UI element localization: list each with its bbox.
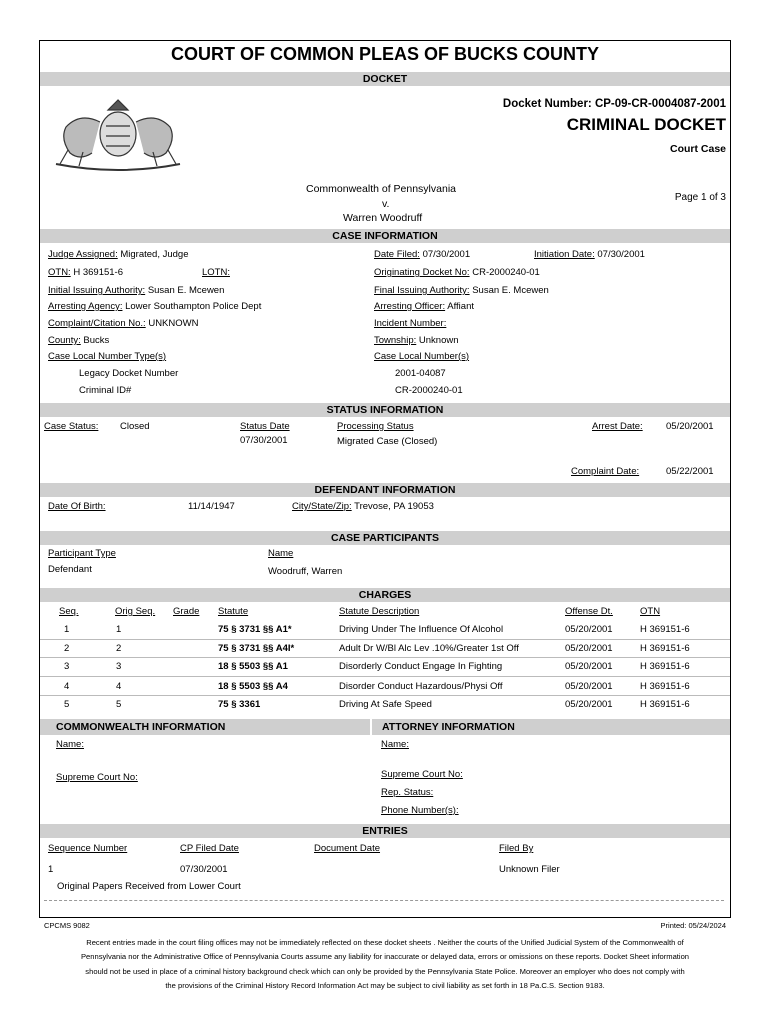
participant-type-label: Participant Type: [48, 548, 116, 559]
complaint-label: Complaint/Citation No.:: [48, 318, 146, 329]
date-filed-value: 07/30/2001: [422, 249, 471, 260]
lotn-label: LOTN:: [202, 267, 230, 278]
date-filed-label: Date Filed:: [374, 249, 420, 260]
row-divider: [40, 676, 730, 677]
disclaimer-note: Recent entries made in the court filing offices may not be immediately reflected on these docket sheets . Neither the courts of the Unified Judicial System of the Commonwealth of Pennsylvania nor the Administrative Office of Pennsylvania Courts assume any liability for inaccurate or delayed data, errors or omissions on these reports. Docket Sheet information should not be used in place of a criminal history background check which can only be provided by the Pennsylvania State Police. Moreover an employer who does not comply with the provisions of the Criminal History Record Information Act may be subject to civil liability as set forth in 18 Pa.C.S. Section 9183.: [80, 938, 690, 991]
entry-seq-label: Sequence Number: [48, 843, 128, 854]
charge-orig-seq: 2: [116, 643, 122, 654]
charge-date: 05/20/2001: [565, 624, 613, 635]
orig-docket-label: Originating Docket No:: [374, 267, 470, 278]
otn-label: OTN:: [48, 267, 71, 278]
status-info-bar: STATUS INFORMATION: [40, 403, 730, 417]
case-status-label: Case Status:: [44, 421, 99, 432]
row-divider: [40, 695, 730, 696]
arrest-date-label: Arrest Date:: [592, 421, 643, 432]
participant-name-label: Name: [268, 548, 294, 559]
case-kind: Court Case: [669, 143, 726, 155]
charge-header-grade: Grade: [173, 606, 200, 617]
entry-description: Original Papers Received from Lower Court: [57, 881, 241, 892]
commonwealth-name-label: Name:: [56, 739, 84, 750]
caption-line1: Commonwealth of Pennsylvania: [306, 183, 456, 195]
local-type2: Criminal ID#: [79, 385, 132, 396]
charge-header-seq: Seq.: [59, 606, 79, 617]
initial-auth-value: Susan E. Mcewen: [147, 285, 225, 296]
form-id: CPCMS 9082: [44, 921, 90, 930]
pennsylvania-seal-icon: [48, 92, 188, 172]
charge-date: 05/20/2001: [565, 699, 613, 710]
page-indicator: Page 1 of 3: [674, 192, 726, 203]
case-status-value: Closed: [120, 421, 150, 432]
charge-statute: 18 § 5503 §§ A4: [218, 681, 288, 692]
charge-date: 05/20/2001: [565, 643, 613, 654]
dob-value: 11/14/1947: [188, 501, 235, 512]
attorney-info-bar: ATTORNEY INFORMATION: [372, 719, 730, 735]
commonwealth-supreme-label: Supreme Court No:: [56, 772, 138, 783]
charge-header-otn: OTN: [640, 606, 661, 617]
dob-label: Date Of Birth:: [48, 501, 106, 512]
judge-value: Migrated, Judge: [120, 249, 189, 260]
otn-value: H 369151-6: [73, 267, 123, 278]
arresting-officer-label: Arresting Officer:: [374, 301, 446, 312]
arresting-agency-label: Arresting Agency:: [48, 301, 123, 312]
charge-desc: Driving Under The Influence Of Alcohol: [339, 624, 504, 635]
arrest-date-value: 05/20/2001: [666, 421, 714, 432]
charge-statute: 75 § 3731 §§ A4I*: [218, 643, 295, 654]
attorney-phone-label: Phone Number(s):: [381, 805, 459, 816]
entry-cp-label: CP Filed Date: [180, 843, 239, 854]
docket-number: Docket Number: CP-09-CR-0004087-2001: [502, 98, 726, 110]
charge-statute: 75 § 3731 §§ A1*: [218, 624, 292, 635]
charge-desc: Disorderly Conduct Engage In Fighting: [339, 661, 503, 672]
local-types-label: Case Local Number Type(s): [48, 351, 167, 362]
judge-label: Judge Assigned:: [48, 249, 118, 260]
processing-label: Processing Status: [337, 421, 414, 432]
entry-seq-value: 1: [48, 864, 54, 875]
charges-bar: CHARGES: [40, 588, 730, 602]
local-type1: Legacy Docket Number: [79, 368, 179, 379]
complaint-value: UNKNOWN: [148, 318, 199, 329]
county-label: County:: [48, 335, 81, 346]
status-date-label: Status Date: [240, 421, 290, 432]
arresting-officer-value: Affiant: [447, 301, 474, 312]
charge-header-desc: Statute Description: [339, 606, 420, 617]
attorney-name-label: Name:: [381, 739, 409, 750]
docket-type: CRIMINAL DOCKET: [566, 115, 726, 134]
initiation-label: Initiation Date:: [534, 249, 595, 260]
charge-statute: 18 § 5503 §§ A1: [218, 661, 288, 672]
charge-orig-seq: 3: [116, 661, 122, 672]
charge-orig-seq: 4: [116, 681, 122, 692]
printed-date: Printed: 05/24/2024: [660, 921, 726, 930]
charge-orig-seq: 1: [116, 624, 122, 635]
charge-otn: H 369151-6: [640, 643, 690, 654]
court-title: COURT OF COMMON PLEAS OF BUCKS COUNTY: [171, 44, 599, 64]
charge-seq: 4: [64, 681, 70, 692]
charge-header-statute: Statute: [218, 606, 249, 617]
defendant-info-bar: DEFENDANT INFORMATION: [40, 483, 730, 497]
charge-date: 05/20/2001: [565, 661, 613, 672]
arresting-agency-value: Lower Southampton Police Dept: [125, 301, 262, 312]
entry-doc-label: Document Date: [314, 843, 381, 854]
charge-otn: H 369151-6: [640, 624, 690, 635]
participant-type-value: Defendant: [48, 564, 92, 575]
charge-date: 05/20/2001: [565, 681, 613, 692]
charge-seq: 2: [64, 643, 70, 654]
charge-seq: 1: [64, 624, 70, 635]
charge-header-orig: Orig Seq.: [115, 606, 156, 617]
complaint-date-value: 05/22/2001: [666, 466, 714, 477]
participant-name-value: Woodruff, Warren: [268, 566, 343, 577]
city-value: Trevose, PA 19053: [354, 501, 434, 512]
status-date-value: 07/30/2001: [240, 435, 288, 446]
final-auth-value: Susan E. Mcewen: [472, 285, 549, 296]
initial-auth-label: Initial Issuing Authority:: [48, 285, 146, 296]
charge-statute: 75 § 3361: [218, 699, 261, 710]
entry-cp-value: 07/30/2001: [180, 864, 228, 875]
participants-bar: CASE PARTICIPANTS: [40, 531, 730, 545]
charge-header-date: Offense Dt.: [565, 606, 613, 617]
attorney-rep-label: Rep. Status:: [381, 787, 434, 798]
charge-seq: 3: [64, 661, 70, 672]
charge-otn: H 369151-6: [640, 681, 690, 692]
docket-bar: DOCKET: [40, 72, 730, 86]
row-divider: [40, 639, 730, 640]
caption-line3: Warren Woodruff: [343, 212, 423, 224]
row-divider: [40, 657, 730, 658]
charge-orig-seq: 5: [116, 699, 122, 710]
attorney-supreme-label: Supreme Court No:: [381, 769, 463, 780]
local-num1: 2001-04087: [395, 368, 446, 379]
commonwealth-info-bar: COMMONWEALTH INFORMATION: [40, 719, 370, 735]
charge-otn: H 369151-6: [640, 661, 690, 672]
complaint-date-label: Complaint Date:: [571, 466, 640, 477]
charge-desc: Driving At Safe Speed: [339, 699, 432, 710]
city-label: City/State/Zip:: [292, 501, 352, 512]
charge-seq: 5: [64, 699, 70, 710]
orig-docket-value: CR-2000240-01: [472, 267, 540, 278]
charge-otn: H 369151-6: [640, 699, 690, 710]
county-value: Bucks: [83, 335, 110, 346]
local-numbers-label: Case Local Number(s): [374, 351, 470, 362]
entry-filed-by-value: Unknown Filer: [499, 864, 560, 875]
local-num2: CR-2000240-01: [395, 385, 463, 396]
incident-label: Incident Number:: [374, 318, 447, 329]
entry-filed-by-label: Filed By: [499, 843, 534, 854]
charge-desc: Adult Dr W/Bl Alc Lev .10%/Greater 1st Off: [339, 643, 519, 654]
township-value: Unknown: [418, 335, 459, 346]
processing-value: Migrated Case (Closed): [337, 436, 438, 447]
initiation-value: 07/30/2001: [597, 249, 645, 260]
township-label: Township:: [374, 335, 417, 346]
final-auth-label: Final Issuing Authority:: [374, 285, 470, 296]
entries-bar: ENTRIES: [40, 824, 730, 838]
dashed-divider: [44, 900, 724, 901]
caption-line2: v.: [382, 198, 390, 210]
charge-desc: Disorder Conduct Hazardous/Physi Off: [339, 681, 503, 692]
case-info-bar: CASE INFORMATION: [40, 229, 730, 243]
